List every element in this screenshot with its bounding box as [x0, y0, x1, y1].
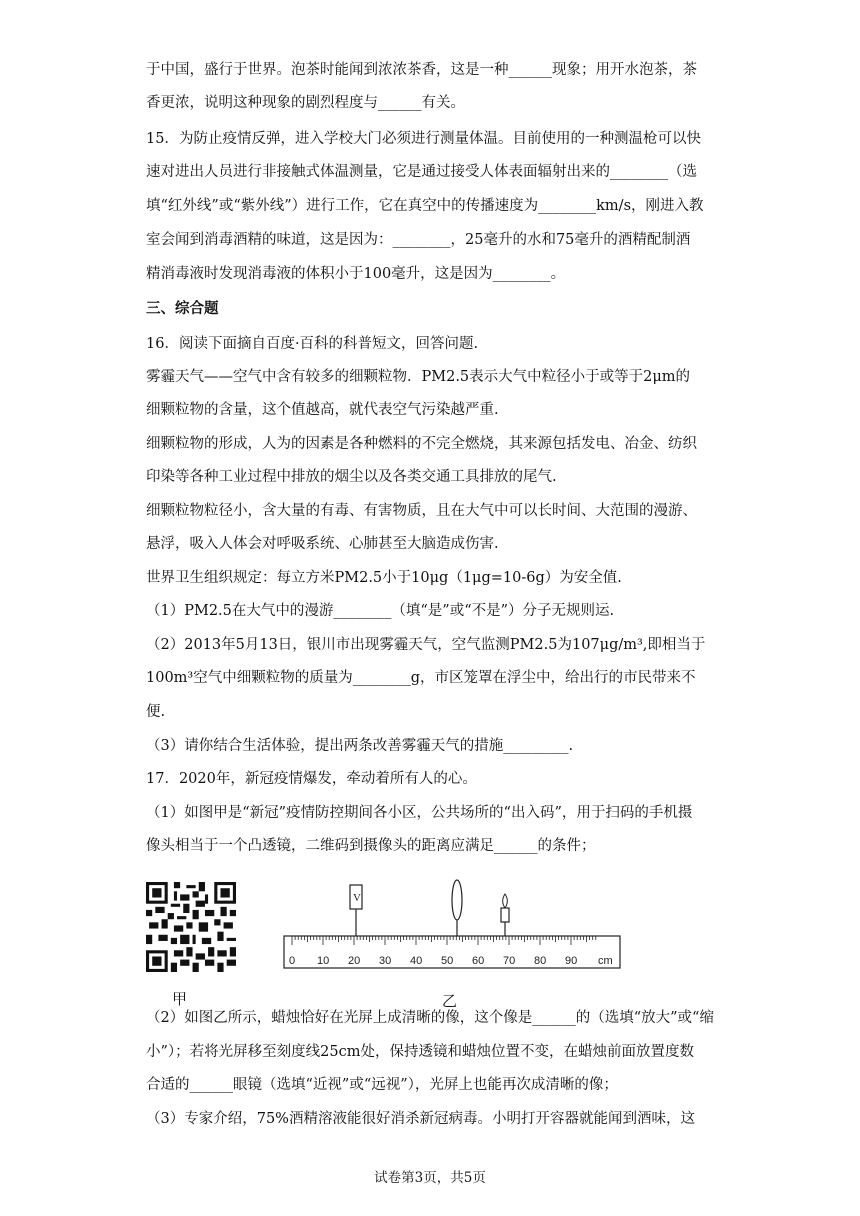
text-line: 合适的______眼镜（选填“近视”或“远视”），光屏上也能再次成清晰的像； — [146, 1077, 618, 1093]
text-line: 雾霾天气——空气中含有较多的细颗粒物．PM2.5表示大气中粒径小于或等于2μm的 — [146, 369, 691, 385]
section-heading: 三、综合题 — [146, 301, 219, 317]
ruler-unit-label: cm — [598, 955, 613, 967]
text-line: 17．2020年，新冠疫情爆发，牵动着所有人的心。 — [146, 771, 477, 787]
text-line: （1）如图甲是“新冠”疫情防控期间各小区，公共场所的“出入码”，用于扫码的手机摄 — [146, 805, 693, 821]
text-line: 细颗粒物粒径小，含大量的有毒、有害物质，且在大气中可以长时间、大范围的漫游、 — [146, 503, 697, 519]
light-screen — [350, 885, 362, 936]
page-footer: 试卷第3页，共5页 — [374, 1170, 486, 1186]
optical-bench-diagram — [280, 878, 625, 973]
figure-label-jia: 甲 — [172, 990, 188, 1008]
ruler-tick-label: 60 — [472, 955, 485, 967]
svg-text:V: V — [353, 892, 361, 904]
text-line: 填“红外线”或“紫外线”）进行工作，它在真空中的传播速度为________km/s，刚进入教 — [146, 198, 704, 214]
ruler-tick-label: 70 — [503, 955, 516, 967]
text-line: 细颗粒物的含量，这个值越高，就代表空气污染越严重. — [146, 402, 499, 418]
text-line: 香更浓，说明这种现象的剧烈程度与______有关。 — [146, 95, 465, 111]
ruler-tick-label: 50 — [441, 955, 454, 967]
figure-label-yi: 乙 — [442, 992, 458, 1010]
text-line: 便. — [146, 704, 166, 720]
ruler-tick-label: 90 — [565, 955, 578, 967]
text-line: （3）请你结合生活体验，提出两条改善雾霾天气的措施_________. — [146, 738, 574, 754]
ruler-tick-label: 0 — [289, 955, 296, 967]
figure-area — [140, 878, 640, 1013]
candle — [501, 894, 509, 936]
ruler-tick-label: 20 — [348, 955, 361, 967]
text-line: 小”）；若将光屏移至刻度线25cm处，保持透镜和蜡烛位置不变，在蜡烛前面放置度数 — [146, 1044, 694, 1060]
text-line: 100m³空气中细颗粒物的质量为________g，市区笼罩在浮尘中，给出行的市民带来不 — [146, 670, 696, 686]
text-line: 印染等各种工业过程中排放的烟尘以及各类交通工具排放的尾气. — [146, 469, 557, 485]
ruler-tick-label: 80 — [534, 955, 547, 967]
text-line: 世界卫生组织规定：每立方米PM2.5小于10μg（1μg=10-6g）为安全值. — [146, 570, 622, 586]
text-line: 15．为防止疫情反弹，进入学校大门必须进行测量体温。目前使用的一种测温枪可以快 — [146, 131, 701, 147]
text-line: 细颗粒物的形成，人为的因素是各种燃料的不完全燃烧，其来源包括发电、冶金、纺织 — [146, 436, 697, 452]
text-line: 于中国，盛行于世界。泡茶时能闻到浓浓茶香，这是一种______现象；用开水泡茶，茶 — [146, 62, 697, 78]
ruler-tick-label: 40 — [410, 955, 423, 967]
text-line: （3）专家介绍，75%酒精溶液能很好消杀新冠病毒。小明打开容器就能闻到酒味，这 — [146, 1111, 695, 1127]
convex-lens — [452, 880, 462, 936]
ruler-tick-label: 30 — [379, 955, 392, 967]
text-line: 悬浮，吸入人体会对呼吸系统、心肺甚至大脑造成伤害. — [146, 536, 499, 552]
text-line: 精消毒液时发现消毒液的体积小于100毫升，这是因为________。 — [146, 266, 566, 282]
text-line: （2）如图乙所示，蜡烛恰好在光屏上成清晰的像，这个像是______的（选填“放大”或“缩 — [146, 1010, 714, 1026]
text-line: 16．阅读下面摘自百度·百科的科普短文，回答问题. — [146, 336, 479, 352]
text-line: 速对进出人员进行非接触式体温测量，它是通过接受人体表面辐射出来的________（选 — [146, 164, 697, 180]
text-line: （2）2013年5月13日，银川市出现雾霾天气，空气监测PM2.5为107μg/m³,即相当于 — [146, 637, 706, 653]
ruler-tick-label: 10 — [317, 955, 330, 967]
text-line: 室会闻到消毒酒精的味道，这是因为：________，25毫升的水和75毫升的酒精配制酒 — [146, 232, 691, 248]
ruler — [284, 936, 620, 968]
qr-code-icon — [146, 882, 236, 972]
text-line: 像头相当于一个凸透镜，二维码到摄像头的距离应满足______的条件； — [146, 838, 596, 854]
text-line: （1）PM2.5在大气中的漫游________（填“是”或“不是”）分子无规则运. — [146, 603, 615, 619]
